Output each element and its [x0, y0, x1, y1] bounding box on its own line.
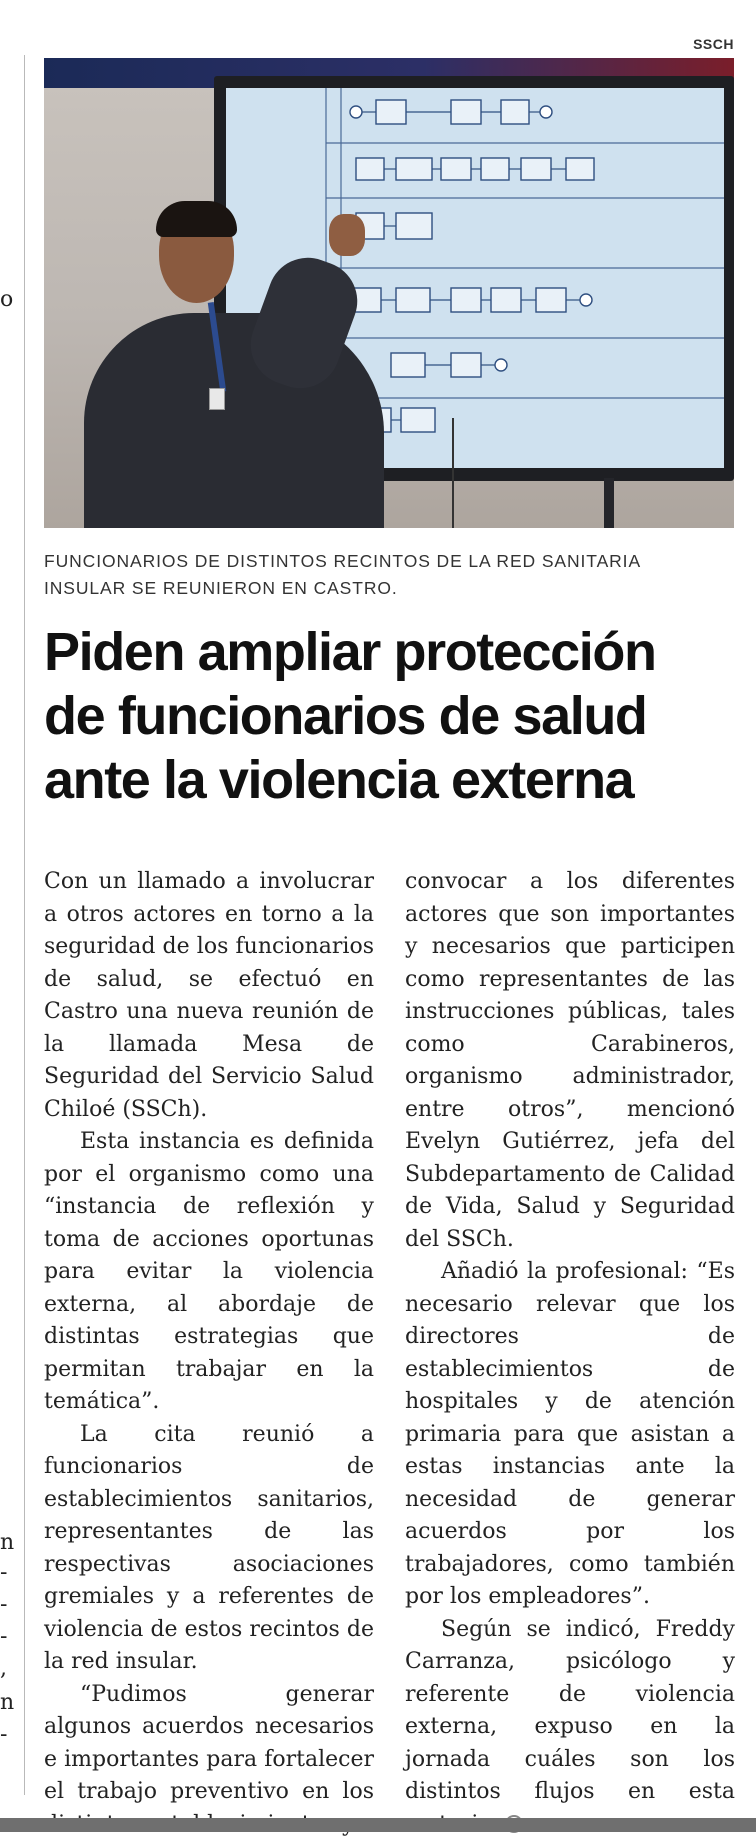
adjacent-article-fragment: n [0, 1530, 14, 1555]
photo-caption [44, 548, 734, 602]
presenter-hand [329, 214, 365, 256]
headline-line: ante la violencia externa [44, 750, 634, 810]
caption-line: INSULAR SE REUNIERON EN CASTRO. [44, 578, 398, 598]
body-paragraph: Con un llamado a involucrar a otros actores en torno a la seguridad de los funcionarios de salud, se efectuó en Castro una nueva reunión de la llamada Mesa de Seguridad del Servicio Salud Chiloé (SSCh). [44, 869, 374, 1122]
body-paragraph-text: Según se indicó, Freddy Carranza, psicólogo y referente de violencia externa, expuso en la jornada cuáles son los distintos flujos en esta [405, 1616, 735, 1804]
body-paragraph: “Pudimos generar algunos acuerdos necesarios e importantes para fortalecer el trabajo preventivo en los [44, 1681, 374, 1804]
headline-line: Piden ampliar protección [44, 622, 656, 682]
caption-line: FUNCIONARIOS DE DISTINTOS RECINTOS DE LA RED SANITARIA [44, 551, 642, 571]
bottom-rule [0, 1818, 756, 1832]
body-paragraph: convocar a los diferentes actores que son importantes y necesarios que participen como representantes de las instrucciones públicas, tales como Carabineros, organismo administrador, entre otros”, mencionó Evelyn Gutiérrez, jefa del Subdepartamento de Calidad de Vida, Salud y Seguridad del SSCh. [405, 869, 735, 1252]
tv-stand-leg [604, 478, 614, 528]
adjacent-article-fragment: - [0, 1560, 8, 1585]
section-tag: SSCH [693, 36, 734, 52]
id-badge [209, 388, 225, 410]
adjacent-article-fragment: , [0, 1656, 7, 1681]
body-paragraph-final [405, 1614, 735, 1840]
adjacent-article-fragment: - [0, 1722, 8, 1747]
cable [452, 418, 454, 528]
column-divider [24, 55, 25, 1795]
article-headline [44, 620, 744, 812]
body-paragraph: Añadió la profesional: “Es necesario relevar que los directores de establecimientos de hospitales y de atención primaria para que asistan a estas instancias ante la necesidad de generar acuerdos por los trabajadores, como también por los empleadores”. [405, 1259, 735, 1609]
article-photo [44, 58, 734, 528]
body-paragraph: La cita reunió a funcionarios de establecimientos sanitarios, representantes de las respectivas asociaciones gremiales y a referentes de violencia de estos recintos de la red insular. [44, 1421, 374, 1674]
adjacent-article-fragment: - [0, 1592, 8, 1617]
adjacent-article-fragment: n [0, 1690, 14, 1715]
body-paragraph: Esta instancia es definida por el organismo como una “instancia de reflexión y toma de acciones oportunas para evitar la violencia externa, al abordaje de distintas estrategias que permitan trabajar en la temática”. [44, 1129, 374, 1414]
adjacent-article-fragment: - [0, 1624, 8, 1649]
body-column-right [405, 866, 735, 1840]
body-column-left [44, 866, 374, 1840]
headline-line: de funcionarios de salud [44, 686, 647, 746]
adjacent-article-fragment: o [0, 287, 14, 312]
presenter-hair [156, 201, 237, 237]
